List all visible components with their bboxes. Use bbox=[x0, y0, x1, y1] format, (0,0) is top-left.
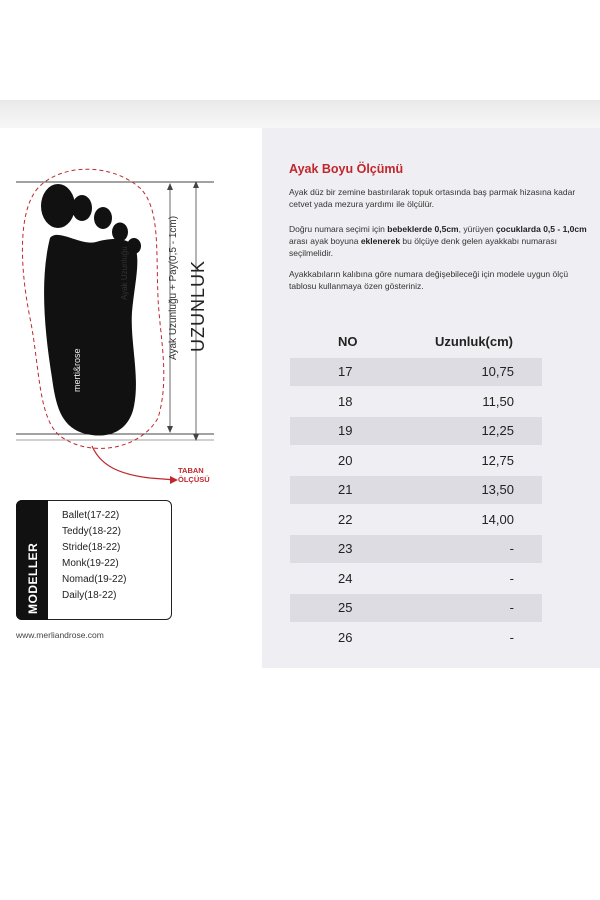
length-big-label: UZUNLUK bbox=[188, 259, 208, 352]
models-title: MODELLER bbox=[26, 542, 40, 614]
size-number: 17 bbox=[338, 364, 353, 379]
top-band bbox=[0, 0, 600, 100]
model-item: Teddy(18-22) bbox=[62, 526, 121, 537]
website-text: www.merliandrose.com bbox=[16, 630, 104, 640]
taban-olcusu-label: TABAN ÖLÇÜSÜ bbox=[178, 466, 210, 484]
size-number: 21 bbox=[338, 482, 353, 497]
size-number: 24 bbox=[338, 570, 353, 586]
table-header-no: NO bbox=[338, 334, 358, 349]
foot-length-allowance-label: Ayak Uzunluğu + Pay(0,5 - 1cm) bbox=[168, 215, 179, 360]
model-item: Daily(18-22) bbox=[62, 590, 117, 601]
table-header-length: Uzunluk(cm) bbox=[435, 334, 513, 349]
table-row bbox=[290, 594, 542, 622]
gray-divider bbox=[0, 100, 600, 128]
foot-diagram bbox=[0, 128, 262, 498]
foot-length-value: 10,75 bbox=[481, 364, 514, 379]
bottom-area bbox=[0, 668, 600, 900]
foot-length-value: 12,75 bbox=[481, 452, 514, 468]
paragraph-3: Ayakkabıların kalıbına göre numara değişebileceği için modele uygun ölçü tablosu kullanmaya özen gösteriniz. bbox=[289, 269, 569, 291]
foot-length-value: - bbox=[509, 541, 514, 556]
table-row bbox=[290, 417, 542, 445]
foot-length-value: - bbox=[509, 629, 514, 645]
table-row bbox=[290, 565, 542, 593]
big-toe bbox=[41, 184, 75, 228]
size-number: 25 bbox=[338, 600, 353, 615]
table-row bbox=[290, 476, 542, 504]
size-number: 22 bbox=[338, 511, 353, 527]
sole-brand-text: merti&rose bbox=[72, 348, 82, 392]
table-row bbox=[290, 358, 542, 386]
toe-5 bbox=[127, 238, 141, 254]
size-number: 18 bbox=[338, 393, 353, 409]
model-item: Ballet(17-22) bbox=[62, 510, 120, 521]
table-row bbox=[290, 506, 542, 534]
model-item: Nomad(19-22) bbox=[62, 574, 127, 585]
foot-length-value: 14,00 bbox=[481, 511, 514, 527]
size-number: 20 bbox=[338, 452, 353, 468]
table-row bbox=[290, 535, 542, 563]
size-number: 26 bbox=[338, 629, 353, 645]
foot-length-value: 12,25 bbox=[481, 423, 514, 438]
foot-length-value: 13,50 bbox=[481, 482, 514, 497]
table-row bbox=[290, 388, 542, 416]
taban-pointer bbox=[92, 446, 176, 480]
toe-2 bbox=[72, 195, 92, 221]
table-row bbox=[290, 624, 542, 652]
size-number: 23 bbox=[338, 541, 353, 556]
toe-3 bbox=[94, 207, 112, 229]
foot-length-label: Ayak Uzunluğu bbox=[120, 246, 129, 300]
foot-length-value: 11,50 bbox=[482, 393, 514, 409]
model-item: Monk(19-22) bbox=[62, 558, 119, 569]
page-title: Ayak Boyu Ölçümü bbox=[289, 162, 404, 176]
size-number: 19 bbox=[338, 423, 353, 438]
paragraph-1: Ayak düz bir zemine bastırılarak topuk ortasında baş parmak hizasına kadar cetvet yada mezura yardımı ile ölçülür. bbox=[289, 187, 576, 209]
model-item: Stride(18-22) bbox=[62, 542, 121, 553]
foot-length-value: - bbox=[509, 600, 514, 615]
foot-length-value: - bbox=[509, 570, 514, 586]
paragraph-2: Doğru numara seçimi için bebeklerde 0,5cm, yürüyen çocuklarda 0,5 - 1,0cm arası ayak boyuna eklenerek bu ölçüye denk gelen ayakkabı numarası seçilmelidir. bbox=[289, 224, 587, 258]
table-row bbox=[290, 447, 542, 475]
